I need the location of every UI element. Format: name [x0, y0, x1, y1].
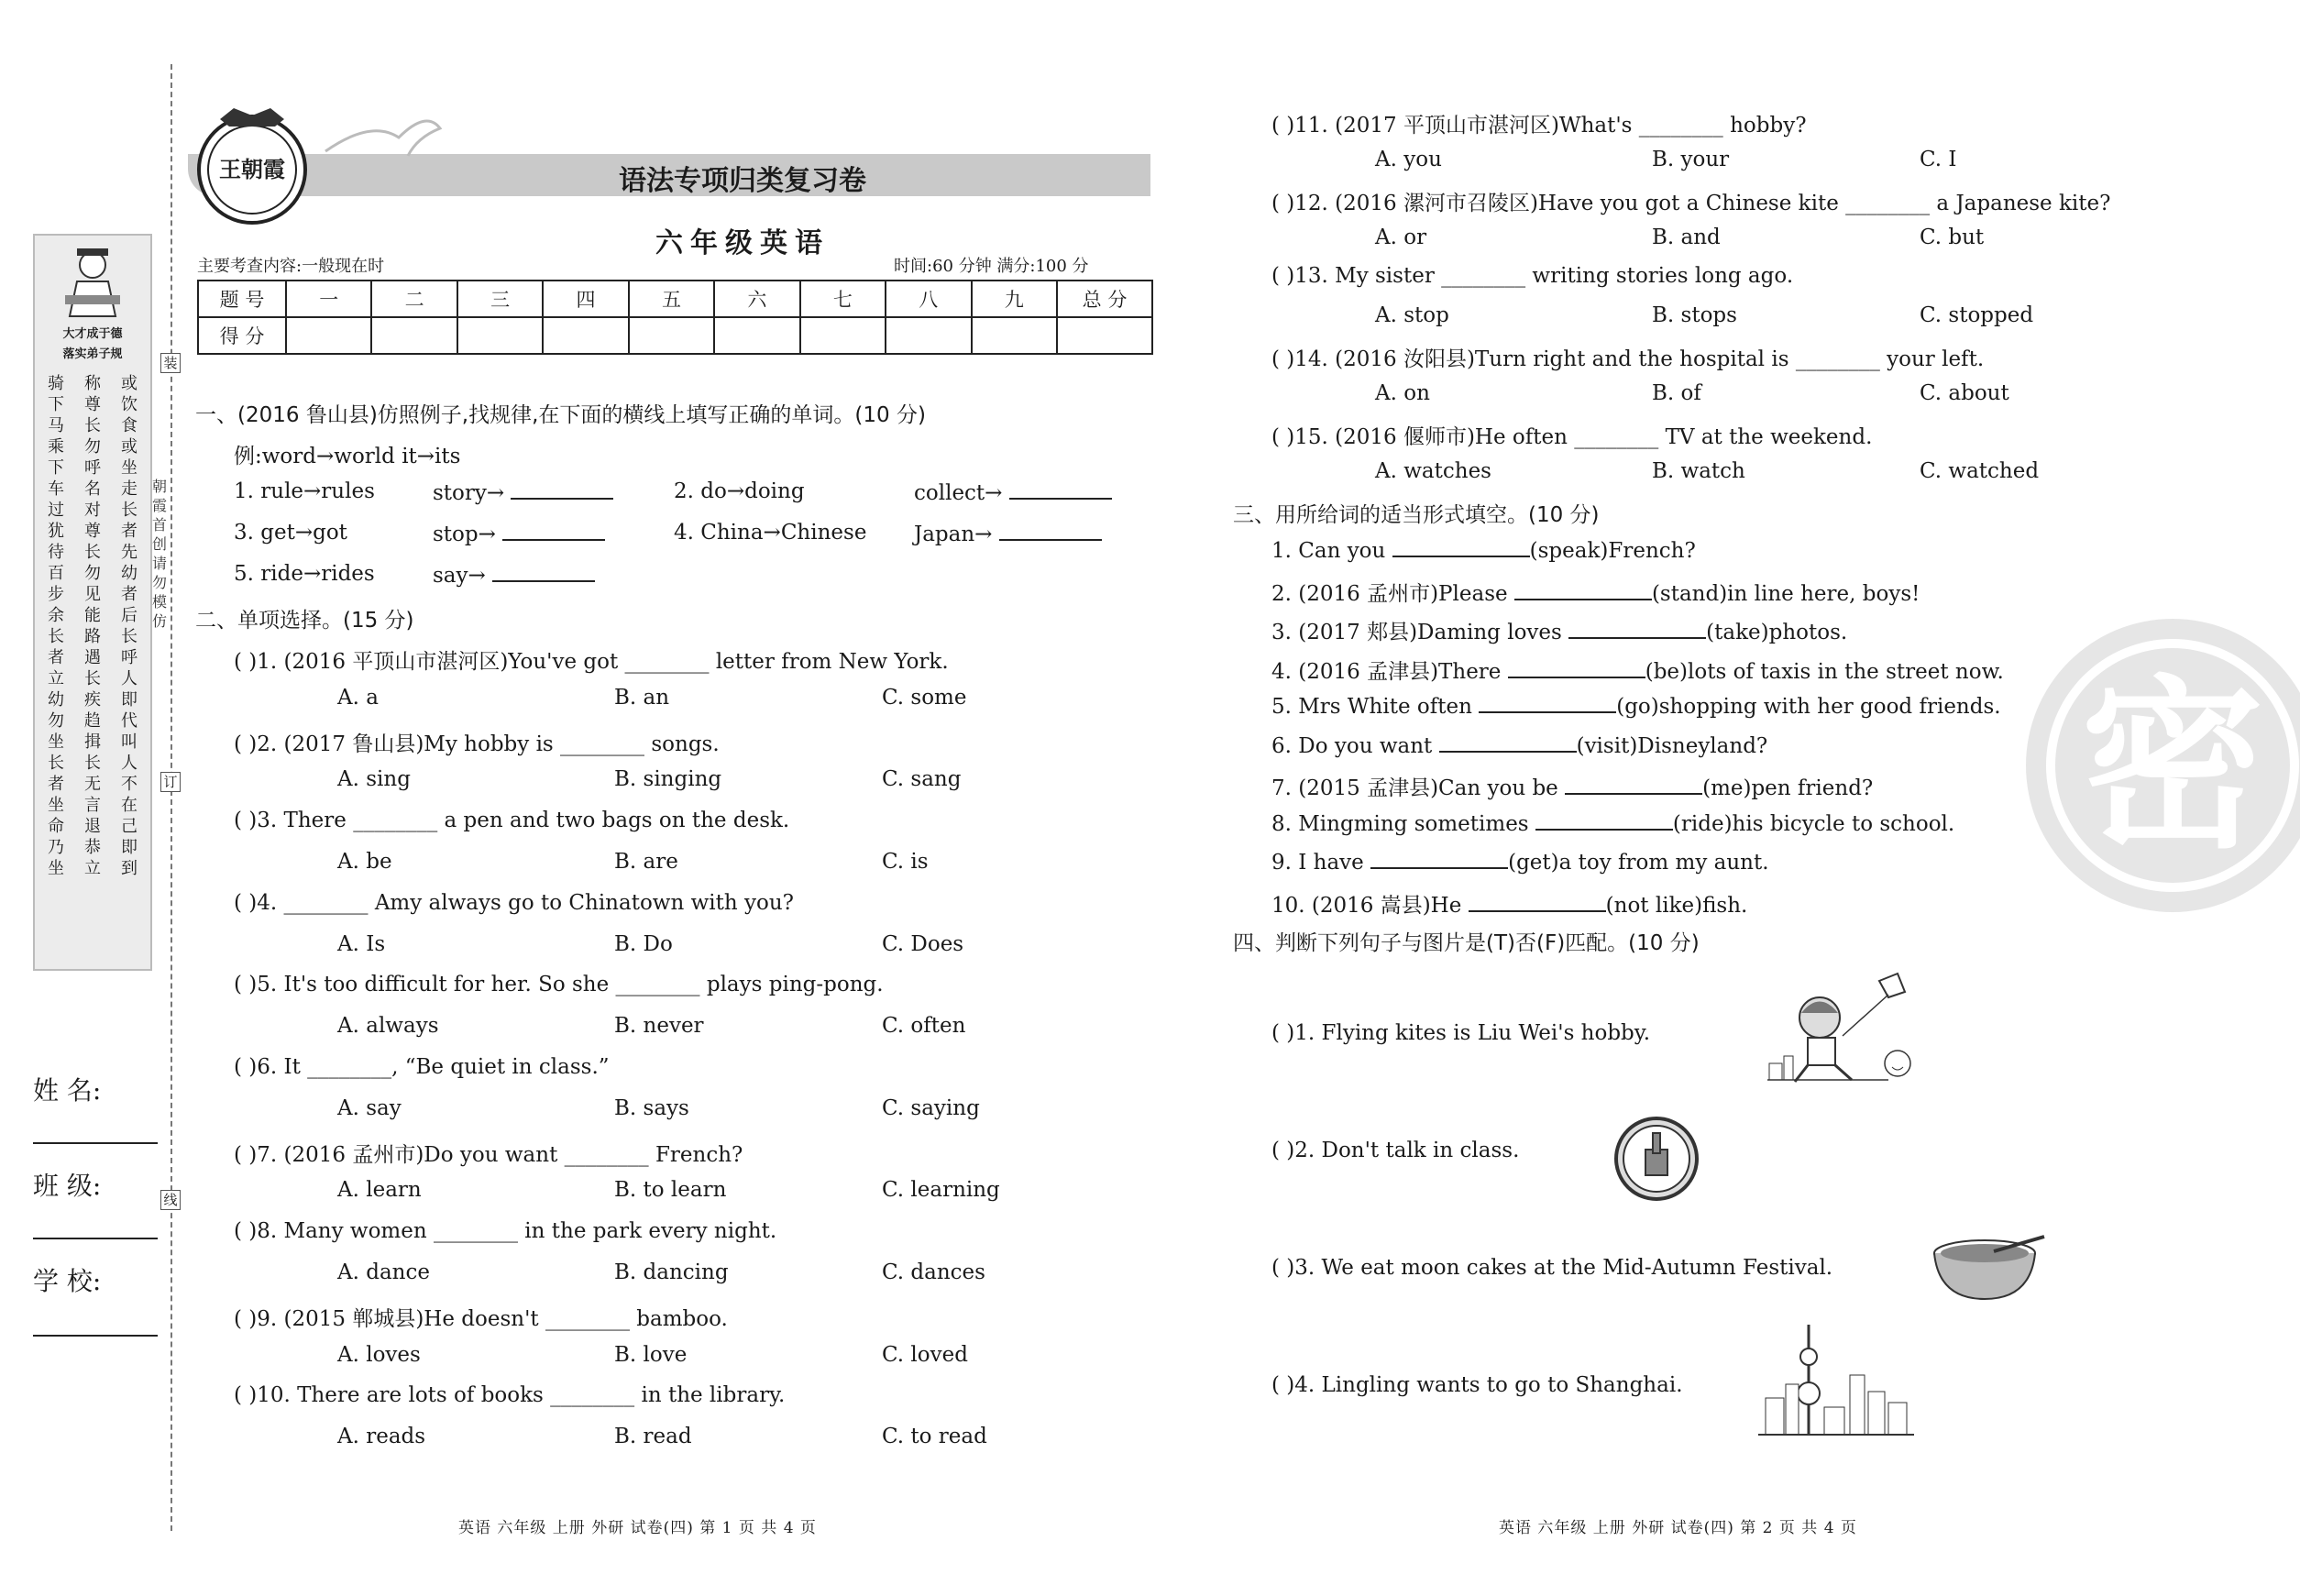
fill-item-suffix: (be)lots of taxis in the street now. — [1645, 659, 2004, 684]
answer-blank[interactable] — [1508, 658, 1645, 678]
mcq-stem: ( )15. (2016 偃师市)He often ________ TV at the weekend. — [1271, 425, 1873, 449]
score-cell: 得 分 — [198, 317, 286, 354]
score-input-cell[interactable] — [629, 317, 714, 354]
answer-blank[interactable] — [511, 479, 613, 500]
section1-item-a: 1. rule→rules — [234, 479, 375, 503]
section1-item-b — [433, 562, 595, 588]
score-cell: 六 — [714, 281, 799, 317]
no-talking-icon — [1611, 1113, 1702, 1205]
mcq-option-a[interactable]: A. dance — [337, 1260, 430, 1284]
answer-blank[interactable] — [1439, 732, 1577, 753]
seal-char: 密 — [2080, 660, 2265, 874]
mcq-option-c[interactable]: C. dances — [882, 1260, 985, 1284]
section1-item-a: 2. do→doing — [674, 479, 805, 503]
mcq-option-b[interactable]: B. to learn — [614, 1178, 727, 1203]
brand-logo-icon — [188, 101, 316, 229]
answer-blank[interactable] — [1565, 775, 1702, 795]
mcq-option-b[interactable]: B. read — [614, 1425, 692, 1449]
mcq-option-a[interactable]: A. reads — [337, 1425, 426, 1449]
mcq-stem: ( )13. My sister ________ writing stories long ago. — [1271, 264, 1794, 288]
fill-item-prefix: 7. (2015 孟津县)Can you be — [1271, 776, 1566, 800]
fill-item-prefix: 6. Do you want — [1271, 733, 1439, 758]
paper-title: 语法专项归类复习卷 — [619, 165, 866, 197]
mcq-option-a[interactable]: A. on — [1375, 380, 1430, 405]
fill-item-suffix: (stand)in line here, boys! — [1651, 581, 1920, 606]
mcq-option-c[interactable]: C. is — [882, 850, 929, 874]
section1-item-a: 5. ride→rides — [234, 562, 375, 586]
footer-right: 英语 六年级 上册 外研 试卷(四) 第 2 页 共 4 页 — [1499, 1519, 1857, 1537]
mcq-option-b[interactable]: B. dancing — [614, 1260, 729, 1284]
school-line[interactable] — [33, 1335, 158, 1337]
name-line[interactable] — [33, 1142, 158, 1144]
scholar-figure-icon — [61, 245, 125, 318]
mcq-option-b[interactable]: B. and — [1652, 225, 1721, 249]
fill-item-prefix: 2. (2016 孟州市)Please — [1271, 581, 1514, 606]
subject-title: 六年级英语 — [655, 227, 830, 259]
answer-blank[interactable] — [1392, 537, 1530, 557]
answer-blank[interactable] — [502, 521, 605, 541]
fill-item-suffix: (take)photos. — [1706, 621, 1848, 644]
mcq-option-a[interactable]: A. be — [337, 850, 392, 874]
mcq-option-c[interactable]: C. stopped — [1920, 303, 2034, 327]
mcq-stem: ( )9. (2015 郸城县)He doesn't ________ bamboo. — [234, 1306, 728, 1331]
motto-column: 称尊长 勿呼名 对尊长 勿见能 路遇长 疾趋揖 长无言 退恭立 — [84, 374, 101, 878]
binding-mark-ding: 订 — [160, 772, 181, 792]
mcq-option-b[interactable]: B. are — [614, 850, 678, 874]
section1-heading: 一、(2016 鲁山县)仿照例子,找规律,在下面的横线上填写正确的单词。(10 分) — [195, 403, 926, 427]
score-input-cell[interactable] — [457, 317, 543, 354]
tf-question: ( )3. We eat moon cakes at the Mid-Autumn Festival. — [1271, 1256, 1833, 1280]
fill-item-suffix: (speak)French? — [1529, 539, 1696, 563]
fill-item-prefix: 9. I have — [1271, 851, 1371, 875]
answer-blank[interactable] — [1370, 849, 1508, 869]
mcq-option-b[interactable]: B. watch — [1652, 458, 1745, 483]
section1-item-a: 3. get→got — [234, 521, 347, 545]
bowl-icon — [1930, 1233, 2049, 1306]
section1-item-b-text: stop→ — [433, 523, 496, 546]
answer-blank[interactable] — [1535, 810, 1673, 831]
answer-blank[interactable] — [1514, 580, 1652, 600]
score-cell: 四 — [543, 281, 628, 317]
score-cell: 一 — [286, 281, 371, 317]
mcq-option-b[interactable]: B. never — [614, 1014, 704, 1039]
mcq-option-c[interactable]: C. learning — [882, 1178, 1000, 1203]
section1-item-b — [433, 479, 613, 505]
mcq-option-b[interactable]: B. Do — [614, 931, 673, 956]
fill-item-suffix: (visit)Disneyland? — [1576, 733, 1768, 758]
class-label: 班 级: — [33, 1171, 102, 1201]
mcq-option-a[interactable]: A. sing — [337, 767, 411, 792]
mcq-stem: ( )10. There are lots of books ________ in the library. — [234, 1383, 786, 1408]
mcq-stem: ( )7. (2016 孟州市)Do you want ________ French? — [234, 1142, 743, 1167]
motto-box — [33, 234, 152, 971]
time-and-score: 时间:60 分钟 满分:100 分 — [894, 257, 1089, 276]
score-cell: 总 分 — [1057, 281, 1152, 317]
mcq-option-b[interactable]: B. stops — [1652, 303, 1737, 327]
exam-content-note: 主要考查内容:一般现在时 — [197, 257, 385, 276]
fill-item — [1271, 810, 1954, 836]
fill-item-prefix: 5. Mrs White often — [1271, 695, 1480, 719]
shanghai-skyline-icon — [1758, 1320, 1914, 1439]
mcq-option-a[interactable]: A. learn — [337, 1178, 422, 1203]
mcq-stem: ( )5. It's too difficult for her. So she ________ plays ping-pong. — [234, 973, 884, 997]
footer-left: 英语 六年级 上册 外研 试卷(四) 第 1 页 共 4 页 — [458, 1519, 817, 1537]
mcq-option-a[interactable]: A. a — [337, 685, 379, 710]
mcq-option-c[interactable]: C. Does — [882, 931, 964, 956]
binding-mark-xian: 线 — [160, 1190, 181, 1210]
mcq-stem: ( )6. It ________, “Be quiet in class.” — [234, 1055, 610, 1079]
score-table-score-row — [198, 317, 1152, 354]
mcq-option-c[interactable]: C. some — [882, 685, 967, 710]
fill-item — [1271, 655, 2004, 685]
section1-item-b-text: Japan→ — [914, 523, 993, 546]
fill-item-suffix: (not like)fish. — [1605, 893, 1748, 918]
tf-question: ( )1. Flying kites is Liu Wei's hobby. — [1271, 1021, 1651, 1045]
score-cell: 九 — [972, 281, 1058, 317]
score-input-cell[interactable] — [286, 317, 371, 354]
score-input-cell[interactable] — [1057, 317, 1152, 354]
mcq-option-c[interactable]: C. sang — [882, 767, 962, 792]
score-cell: 题 号 — [198, 281, 286, 317]
mcq-option-c[interactable]: C. but — [1920, 225, 1985, 249]
logo-text: 王朝霞 — [219, 156, 285, 182]
answer-blank[interactable] — [1479, 693, 1616, 713]
score-cell: 八 — [886, 281, 971, 317]
mcq-option-b[interactable]: B. love — [614, 1342, 688, 1367]
fill-item — [1271, 537, 1696, 563]
score-input-cell[interactable] — [714, 317, 799, 354]
confidential-seal-icon — [2021, 614, 2300, 917]
tf-question: ( )4. Lingling wants to go to Shanghai. — [1271, 1373, 1683, 1397]
fill-item-suffix: (ride)his bicycle to school. — [1672, 811, 1955, 836]
name-label: 姓 名: — [33, 1075, 102, 1106]
binding-strip — [0, 0, 179, 1596]
mcq-option-b[interactable]: B. says — [614, 1095, 689, 1120]
binding-mark-zhuang: 装 — [160, 353, 181, 373]
mcq-option-c[interactable]: C. often — [882, 1014, 966, 1039]
mcq-option-b[interactable]: B. singing — [614, 767, 722, 792]
score-cell: 七 — [800, 281, 886, 317]
school-label: 学 校: — [33, 1266, 102, 1296]
score-cell: 三 — [457, 281, 543, 317]
mcq-option-c[interactable]: C. watched — [1920, 458, 2040, 483]
mcq-option-b[interactable]: B. your — [1652, 147, 1730, 171]
mcq-option-a[interactable]: A. Is — [337, 931, 386, 956]
mcq-option-b[interactable]: B. an — [614, 685, 670, 710]
binding-dashed-line — [171, 64, 172, 1531]
mcq-option-b[interactable]: B. of — [1652, 380, 1701, 405]
answer-blank[interactable] — [1469, 892, 1606, 912]
score-input-cell[interactable] — [886, 317, 971, 354]
section1-item-b — [914, 521, 1102, 546]
copyright-side-text: 朝霞首创 请勿模仿 — [151, 478, 167, 630]
fill-item-prefix: 3. (2017 郏县)Daming loves — [1271, 621, 1569, 644]
fill-item — [1271, 693, 2001, 719]
fill-item-prefix: 8. Mingming sometimes — [1271, 811, 1535, 836]
mcq-option-c[interactable]: C. I — [1920, 147, 1957, 171]
motto-column: 骑下马 乘下车 过犹待 百步余 长者立 幼勿坐 长者坐 命乃坐 — [48, 374, 64, 878]
score-cell: 二 — [371, 281, 457, 317]
mcq-option-a[interactable]: A. you — [1375, 147, 1442, 171]
answer-blank[interactable] — [492, 562, 595, 582]
section3-heading: 三、用所给词的适当形式填空。(10 分) — [1233, 503, 1600, 527]
mcq-stem: ( )3. There ________ a pen and two bags on the desk. — [234, 809, 790, 833]
mcq-stem: ( )1. (2016 平顶山市湛河区)You've got ________ letter from New York. — [234, 650, 949, 674]
section1-example: 例:word→world it→its — [234, 445, 461, 468]
section1-item-b-text: collect→ — [914, 481, 1003, 505]
fill-item — [1271, 849, 1769, 875]
ribbon-decoration-icon — [316, 101, 445, 165]
mcq-stem: ( )12. (2016 漯河市召陵区)Have you got a Chinese kite ________ a Japanese kite? — [1271, 192, 2111, 215]
mcq-option-c[interactable]: C. to read — [882, 1425, 987, 1449]
score-input-cell[interactable] — [972, 317, 1058, 354]
mcq-option-c[interactable]: C. about — [1920, 380, 2009, 405]
section1-item-b-text: story→ — [433, 481, 505, 505]
fill-item-suffix: (go)shopping with her good friends. — [1616, 695, 2001, 719]
motto-title-2: 落实弟子规 — [62, 347, 123, 361]
score-input-cell[interactable] — [543, 317, 628, 354]
score-input-cell[interactable] — [371, 317, 457, 354]
section1-item-b — [433, 521, 605, 546]
mcq-stem: ( )11. (2017 平顶山市湛河区)What's ________ hobby? — [1271, 114, 1807, 138]
score-table-header-row — [198, 281, 1152, 317]
mcq-stem: ( )8. Many women ________ in the park every night. — [234, 1219, 777, 1244]
section1-item-b — [914, 479, 1112, 505]
mcq-option-a[interactable]: A. say — [337, 1095, 402, 1120]
answer-blank[interactable] — [1568, 619, 1706, 639]
mcq-option-c[interactable]: C. loved — [882, 1342, 968, 1367]
mcq-stem: ( )14. (2016 汝阳县)Turn right and the hospital is ________ your left. — [1271, 347, 1985, 371]
fill-item-prefix: 1. Can you — [1271, 539, 1392, 563]
mcq-option-a[interactable]: A. stop — [1375, 303, 1449, 327]
tf-question: ( )2. Don't talk in class. — [1271, 1139, 1520, 1162]
fill-item-suffix: (get)a toy from my aunt. — [1508, 851, 1769, 875]
section1-item-b-text: say→ — [433, 564, 486, 588]
score-cell: 五 — [629, 281, 714, 317]
motto-title-1: 大才成于德 — [62, 327, 123, 341]
answer-blank[interactable] — [1009, 479, 1112, 500]
motto-column: 或饮食 或坐走 长者先 幼者后 长呼人 即代叫 人不在 己即到 — [121, 374, 138, 878]
fill-item-prefix: 10. (2016 嵩县)He — [1271, 893, 1469, 918]
mcq-option-a[interactable]: A. always — [337, 1014, 439, 1039]
fill-item — [1271, 771, 1873, 801]
section2-heading: 二、单项选择。(15 分) — [195, 609, 414, 633]
mcq-stem: ( )4. ________ Amy always go to Chinatown with you? — [234, 890, 794, 915]
mcq-option-c[interactable]: C. saying — [882, 1095, 980, 1120]
mcq-option-a[interactable]: A. or — [1375, 225, 1427, 249]
section1-item-a: 4. China→Chinese — [674, 521, 867, 545]
kite-boy-icon — [1760, 972, 1920, 1091]
fill-item — [1271, 577, 1920, 607]
class-line[interactable] — [33, 1238, 158, 1239]
mcq-option-a[interactable]: A. loves — [337, 1342, 421, 1367]
section4-heading: 四、判断下列句子与图片是(T)否(F)匹配。(10 分) — [1233, 931, 1700, 955]
score-table — [197, 280, 1153, 355]
mcq-stem: ( )2. (2017 鲁山县)My hobby is ________ songs. — [234, 732, 720, 756]
fill-item-suffix: (me)pen friend? — [1702, 776, 1874, 800]
fill-item — [1271, 615, 1847, 645]
answer-blank[interactable] — [999, 521, 1102, 541]
fill-item-prefix: 4. (2016 孟津县)There — [1271, 659, 1508, 684]
fill-item — [1271, 888, 1747, 919]
mcq-option-a[interactable]: A. watches — [1375, 458, 1491, 483]
fill-item — [1271, 732, 1767, 758]
score-input-cell[interactable] — [800, 317, 886, 354]
